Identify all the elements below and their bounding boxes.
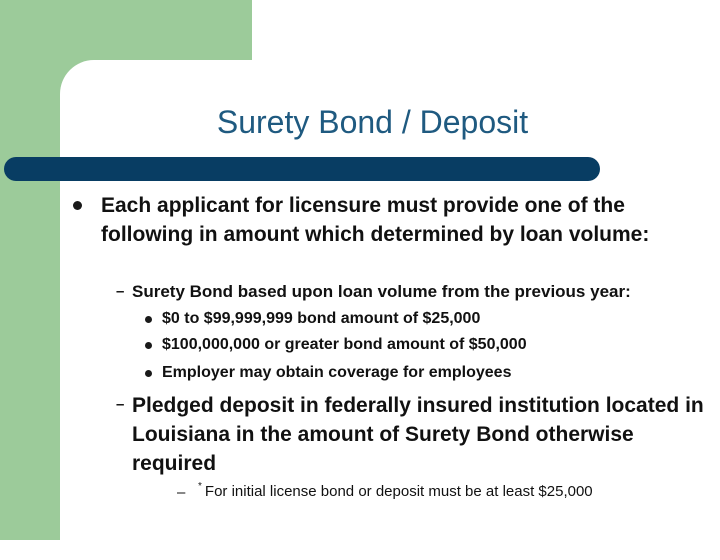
bullet-dot-icon [145, 316, 152, 323]
footnote-text: For initial license bond or deposit must be at least $25,000 [204, 483, 593, 500]
bullet-dot-icon [73, 201, 82, 210]
dash-marker: – [116, 396, 125, 413]
surety-item-2: $100,000,000 or greater bond amount of $50,000 [162, 336, 527, 353]
sub-bullet-deposit-text: Pledged deposit in federally insured institution located in Louisiana in the amount of Surety Bond otherwise required [132, 394, 704, 475]
bullet-dot-icon [145, 370, 152, 377]
title-underline-bar [4, 157, 600, 181]
sub-bullet-surety-text: Surety Bond based upon loan volume from the previous year: [132, 282, 631, 301]
footnote-marker: * [198, 481, 202, 492]
surety-item-3: Employer may obtain coverage for employees [162, 364, 512, 381]
bullet-dot-icon [145, 342, 152, 349]
surety-item-1: $0 to $99,999,999 bond amount of $25,000 [162, 310, 481, 327]
dash-marker: – [177, 484, 186, 501]
footnote [198, 481, 593, 500]
main-bullet-text: Each applicant for licensure must provide one of the following in amount which determined by loan volume: [101, 194, 650, 246]
slide-title: Surety Bond / Deposit [216, 104, 529, 140]
dash-marker: – [116, 283, 125, 300]
